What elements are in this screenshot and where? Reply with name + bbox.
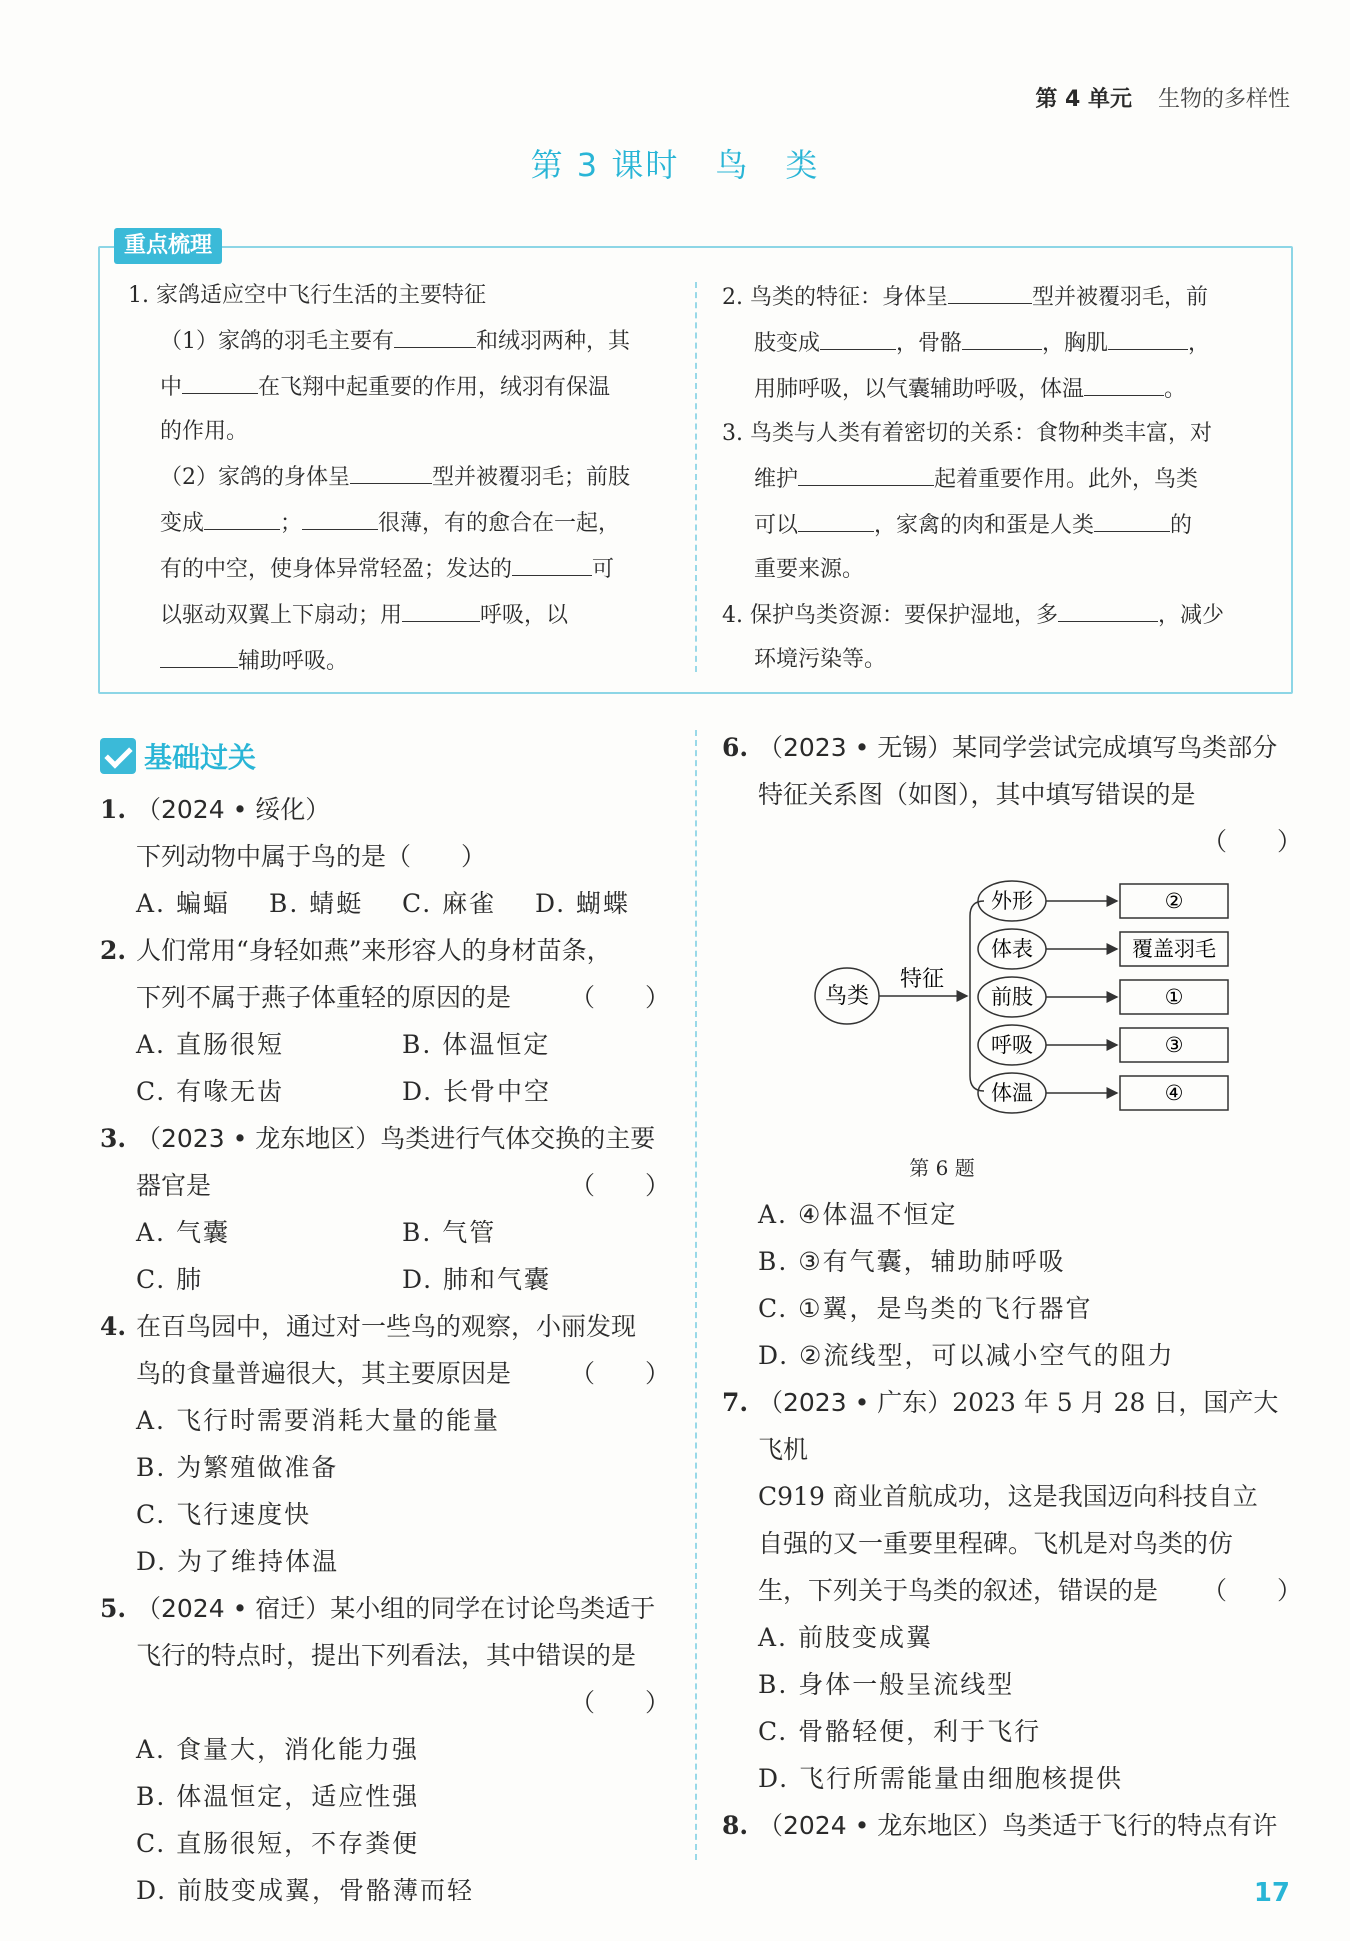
options-row-1: [100, 1209, 670, 1256]
question-7: [722, 1379, 1302, 1802]
question-text: 鸟类适于飞行的特点有许: [1002, 1811, 1278, 1840]
key-point-1a-cont: 中 在飞翔中起重要的作用，绒羽有保温: [128, 364, 673, 410]
question-text: 某同学尝试完成填写鸟类部分: [952, 733, 1278, 762]
options: [100, 880, 670, 927]
question-source: （2024 • 龙东地区）: [758, 1811, 1003, 1840]
key-point-1-title: 1. 家鸽适应空中飞行生活的主要特征: [128, 283, 486, 308]
answer-box-label: ③: [1164, 1033, 1184, 1057]
question-text-cont: 鸟的食量普遍很大，其主要原因是: [136, 1359, 512, 1388]
question-text-cont: 器官是: [136, 1171, 212, 1200]
question-text: 2023 年 5 月 28 日，国产大飞机: [758, 1388, 1279, 1464]
question-text-cont: 特征关系图（如图），其中填写错误的是: [758, 780, 1196, 809]
question-number: 3.: [100, 1124, 127, 1153]
answer-blank[interactable]: （ ）: [569, 1359, 670, 1388]
key-point-1a: （1）家鸽的羽毛主要有 和绒羽两种，其: [128, 318, 673, 364]
option-b[interactable]: B. 体温恒定: [402, 1030, 551, 1059]
feature-label: 外形: [991, 889, 1033, 913]
question-4: [100, 1303, 670, 1585]
questions-right-column: [722, 724, 1302, 1849]
question-text: 在百鸟园中，通过对一些鸟的观察，小丽发现: [136, 1312, 637, 1341]
question-text-cont: 生，下列关于鸟类的叙述，错误的是: [758, 1576, 1159, 1605]
option-d[interactable]: D. 前肢变成翼，骨骼薄而轻: [136, 1876, 475, 1905]
option-d[interactable]: D. 飞行所需能量由细胞核提供: [758, 1764, 1124, 1793]
option-a[interactable]: A. 气囊: [136, 1218, 230, 1247]
answer-box-label: ②: [1164, 889, 1184, 913]
option-b[interactable]: B. 为繁殖做准备: [136, 1453, 339, 1482]
answer-box-label: ①: [1164, 985, 1184, 1009]
answer-blank[interactable]: （ ）: [569, 983, 670, 1012]
question-2: [100, 927, 670, 1115]
checkbox-icon: [100, 738, 136, 774]
question-number: 4.: [100, 1312, 127, 1341]
key-points-tab: 重点梳理: [114, 228, 222, 264]
feature-label: 呼吸: [991, 1033, 1033, 1057]
section-title: 基础过关: [144, 741, 257, 774]
option-c[interactable]: C. 直肠很短，不存粪便: [136, 1829, 420, 1858]
option-b[interactable]: B. 体温恒定，适应性强: [136, 1782, 420, 1811]
question-number: 5.: [100, 1594, 127, 1623]
question-text: 鸟类进行气体交换的主要: [380, 1124, 656, 1153]
column-divider: [695, 730, 697, 1860]
question-number: 6.: [722, 733, 749, 762]
options-row-1: [100, 1021, 670, 1068]
page-header: [1035, 82, 1290, 113]
question-source: （2023 • 龙东地区）: [136, 1124, 381, 1153]
lesson-title-char-2: 类: [785, 146, 820, 184]
key-point-2-end: 用肺呼吸，以气囊辅助呼吸，体温 。: [722, 366, 1267, 412]
option-c[interactable]: C. 飞行速度快: [136, 1500, 312, 1529]
lesson-number: 第 3 课时: [530, 146, 680, 184]
key-points-right: [722, 274, 1267, 682]
question-source: （2024 • 绥化）: [136, 795, 331, 824]
option-d[interactable]: D. 蝴蝶: [535, 889, 631, 918]
key-point-3: 3. 鸟类与人类有着密切的关系：食物种类丰富，对: [722, 421, 1212, 446]
key-point-3-cont: 维护 起着重要作用。此外，鸟类: [722, 456, 1267, 502]
key-point-1b-end: 辅助呼吸。: [128, 638, 673, 684]
question-text-cont: 自强的又一重要里程碑。飞机是对鸟类的仿: [758, 1529, 1234, 1558]
question-number: 7.: [722, 1388, 749, 1417]
question-text: 人们常用“身轻如燕”来形容人的身材苗条，: [136, 936, 612, 965]
options-row-2: [100, 1068, 670, 1115]
option-a[interactable]: A. 前肢变成翼: [758, 1623, 933, 1652]
question-8: [722, 1802, 1302, 1849]
key-point-3-cont2: 可以 ，家禽的肉和蛋是人类 的: [722, 502, 1267, 548]
option-d[interactable]: D. ②流线型，可以减小空气的阻力: [758, 1341, 1175, 1370]
answer-box-label: ④: [1164, 1081, 1184, 1105]
question-number: 2.: [100, 936, 127, 965]
questions-left-column: [100, 786, 670, 1914]
option-c[interactable]: C. 肺: [136, 1265, 204, 1294]
question-text: 下列动物中属于鸟的是（ ）: [136, 842, 487, 871]
option-a[interactable]: A. 蝙蝠: [136, 889, 230, 918]
answer-blank[interactable]: （ ）: [1201, 1576, 1302, 1605]
feature-label: 体表: [991, 937, 1033, 961]
option-b[interactable]: B. 身体一般呈流线型: [758, 1670, 1015, 1699]
key-points-left: [128, 274, 673, 684]
answer-blank[interactable]: （ ）: [569, 1171, 670, 1200]
diagram-svg: [722, 871, 1302, 1141]
option-b[interactable]: B. ③有气囊，辅助肺呼吸: [758, 1247, 1066, 1276]
option-c[interactable]: C. 骨骼轻便，利于飞行: [758, 1717, 1042, 1746]
option-d[interactable]: D. 肺和气囊: [402, 1265, 552, 1294]
answer-blank[interactable]: （ ）: [1201, 827, 1302, 856]
key-point-1b-cont2: 有的中空，使身体异常轻盈；发达的 可: [128, 546, 673, 592]
answer-blank[interactable]: （ ）: [569, 1688, 670, 1717]
question-source: （2023 • 广东）: [758, 1388, 953, 1417]
question-text-cont: C919 商业首航成功，这是我国迈向科技自立: [758, 1482, 1258, 1511]
option-d[interactable]: D. 长骨中空: [402, 1077, 552, 1106]
option-c[interactable]: C. 有喙无齿: [136, 1077, 285, 1106]
option-b[interactable]: B. 气管: [402, 1218, 497, 1247]
feature-label: 体温: [991, 1081, 1033, 1105]
key-point-2-cont: 肢变成 ，骨骼 ，胸肌 ，: [722, 320, 1267, 366]
option-a[interactable]: A. 直肠很短: [136, 1030, 284, 1059]
question-text-cont: 飞行的特点时，提出下列看法，其中错误的是: [136, 1641, 637, 1670]
answer-box-label: 覆盖羽毛: [1132, 937, 1216, 961]
feature-label: 前肢: [991, 985, 1033, 1009]
question-source: （2023 • 无锡）: [758, 733, 953, 762]
question-number: 8.: [722, 1811, 749, 1840]
key-point-1a-end: 的作用。: [160, 419, 249, 444]
unit-topic: 生物的多样性: [1157, 87, 1290, 112]
question-number: 1.: [100, 795, 127, 824]
option-c[interactable]: C. ①翼，是鸟类的飞行器官: [758, 1294, 1093, 1323]
option-d[interactable]: D. 为了维持体温: [136, 1547, 340, 1576]
key-point-1b-cont3: 以驱动双翼上下扇动；用 呼吸，以: [128, 592, 673, 638]
key-point-2: 2. 鸟类的特征：身体呈 型并被覆羽毛，前: [722, 274, 1267, 320]
key-points-divider: [695, 282, 697, 672]
key-point-3-end: 重要来源。: [754, 557, 865, 582]
root-label: 鸟类: [824, 984, 870, 1009]
option-b[interactable]: B. 蜻蜓: [269, 889, 364, 918]
options-row-2: [100, 1256, 670, 1303]
question-text-cont: 下列不属于燕子体重轻的原因的是: [136, 983, 512, 1012]
option-a[interactable]: A. 飞行时需要消耗大量的能量: [136, 1406, 500, 1435]
question-3: [100, 1115, 670, 1303]
key-point-4: 4. 保护鸟类资源：要保护湿地，多 ，减少: [722, 592, 1267, 638]
question-source: （2024 • 宿迁）: [136, 1594, 331, 1623]
question-6: [722, 724, 1302, 1379]
lesson-title: [0, 140, 1350, 186]
diagram-caption: 第 6 题: [909, 1156, 975, 1180]
unit-label: 第 4 单元: [1035, 87, 1132, 112]
option-a[interactable]: A. 食量大，消化能力强: [136, 1735, 419, 1764]
section-heading: [100, 736, 256, 776]
bird-features-diagram: [722, 871, 1302, 1161]
edge-label: 特征: [899, 967, 945, 992]
key-point-4-end: 环境污染等。: [754, 647, 887, 672]
option-a[interactable]: A. ④体温不恒定: [758, 1200, 958, 1229]
question-text: 某小组的同学在讨论鸟类适于: [330, 1594, 656, 1623]
key-point-1b: （2）家鸽的身体呈 型并被覆羽毛；前肢: [128, 454, 673, 500]
page-number: 17: [1253, 1878, 1290, 1908]
lesson-title-char-1: 鸟: [715, 146, 750, 184]
question-1: [100, 786, 670, 927]
key-point-1b-cont: 变成 ； 很薄，有的愈合在一起，: [128, 500, 673, 546]
brace: [970, 901, 984, 1091]
question-5: [100, 1585, 670, 1914]
option-c[interactable]: C. 麻雀: [402, 889, 497, 918]
